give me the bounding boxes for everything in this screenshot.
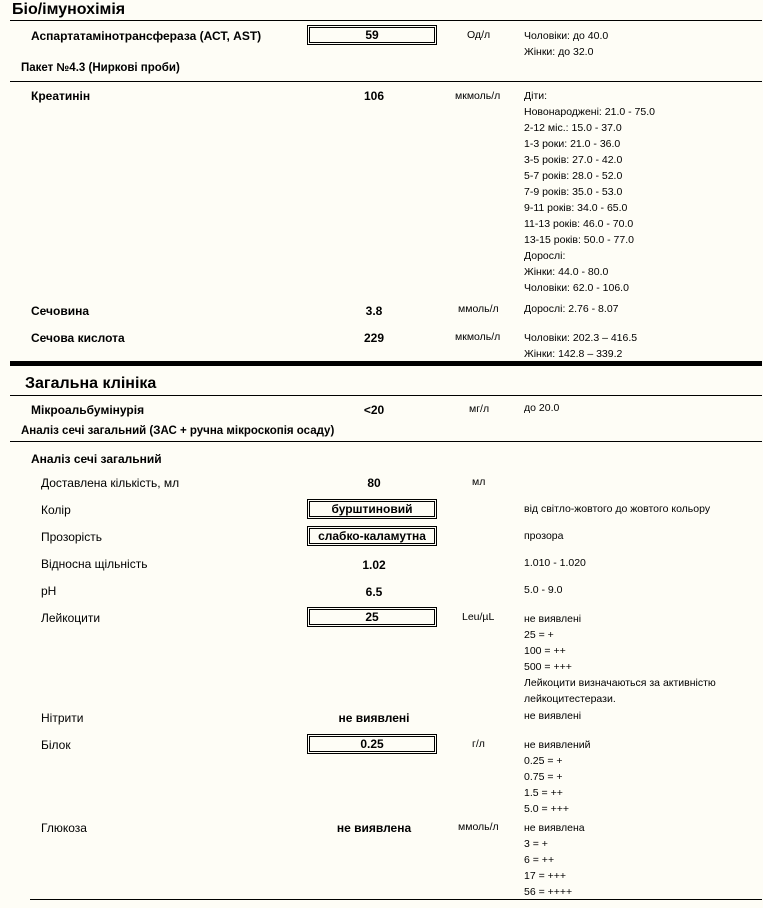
- test-name-ph: pH: [41, 584, 57, 598]
- test-ref-color: від світло-жовтого до жовтого кольору: [524, 503, 711, 515]
- test-unit-amount: мл: [472, 476, 486, 488]
- test-name-glucose: Глюкоза: [41, 821, 87, 835]
- test-name-leuko: Лейкоцити: [41, 611, 101, 625]
- test-ref-uric-acid: Чоловіки: 202.3 – 416.5 Жінки: 142.8 – 339.2: [524, 332, 638, 360]
- package-title: Пакет №4.3 (Ниркові проби): [21, 62, 180, 74]
- test-unit-protein: г/л: [472, 738, 485, 750]
- test-name-color: Колір: [41, 503, 71, 517]
- test-ref-nitrites: не виявлені: [524, 710, 582, 722]
- test-name-density: Відносна щільність: [41, 557, 148, 571]
- test-ref-ast: Чоловіки: до 40.0 Жінки: до 32.0: [524, 30, 609, 58]
- test-value-density: 1.02: [362, 558, 386, 572]
- test-value-uric-acid: 229: [363, 331, 385, 345]
- test-unit-leuko: Leu/µL: [462, 611, 495, 623]
- test-ref-glucose: не виявлена 3 = + 6 = ++ 17 = +++ 56 = ++++: [524, 822, 585, 898]
- test-ref-clarity: прозора: [524, 530, 564, 542]
- test-ref-creatinine: Діти: Новонароджені: 21.0 - 75.0 2-12 міс.: 15.0 - 37.0 1-3 роки: 21.0 - 36.0 3-5 років: 27.0 - 42.0 5-7 років: 28.0 - 52.0 7-9 років: 35.0 - 53.0 9-11 років: 34.0 - 65.0 11-13 років: 46.0 - 70.0 13-15 років: 50.0 - 77.0 Дорослі: Жінки: 44.0 - 80.0 Чоловіки: 62.0 - 106.0: [524, 90, 655, 294]
- test-value-amount: 80: [367, 476, 381, 490]
- test-value-color-flagged: бурштиновий: [307, 499, 437, 519]
- test-ref-leuko: не виявлені 25 = + 100 = ++ 500 = +++ Лейкоцити визначаються за активністю лейкоцитестерази.: [524, 613, 716, 705]
- test-value-creatinine: 106: [363, 89, 385, 103]
- urine-sub-title: Аналіз сечі загальний: [31, 452, 162, 466]
- test-name-uric-acid: Сечова кислота: [31, 331, 125, 345]
- divider: [10, 81, 762, 82]
- test-name-urea: Сечовина: [31, 304, 90, 318]
- test-ref-ph: 5.0 - 9.0: [524, 584, 563, 596]
- bottom-divider: [30, 899, 762, 900]
- test-ref-protein: не виявлений 0.25 = + 0.75 = + 1.5 = ++ 5.0 = +++: [524, 739, 591, 815]
- test-ref-microalb: до 20.0: [524, 402, 560, 414]
- test-value-ast-flagged: 59: [307, 25, 437, 45]
- test-value-ph: 6.5: [365, 585, 383, 599]
- test-name-nitrites: Нітрити: [41, 711, 84, 725]
- test-value-protein-flagged: 0.25: [307, 734, 437, 754]
- test-value-leuko-flagged: 25: [307, 607, 437, 627]
- test-value-urea: 3.8: [365, 304, 383, 318]
- test-unit-microalb: мг/л: [469, 403, 490, 415]
- test-unit-urea: ммоль/л: [458, 303, 499, 315]
- test-name-microalb: Мікроальбумінурія: [31, 403, 145, 417]
- test-ref-urea: Дорослі: 2.76 - 8.07: [524, 303, 619, 315]
- section-title-clinic: Загальна клініка: [25, 375, 157, 392]
- test-name-clarity: Прозорість: [41, 530, 102, 544]
- divider: [10, 20, 762, 21]
- divider: [10, 395, 762, 396]
- section-title-bio: Біо/імунохімія: [12, 1, 126, 18]
- test-unit-ast: Од/л: [467, 29, 491, 41]
- test-ref-density: 1.010 - 1.020: [524, 557, 586, 569]
- test-unit-creatinine: мкмоль/л: [455, 90, 501, 102]
- test-unit-glucose: ммоль/л: [458, 821, 499, 833]
- divider: [10, 441, 762, 442]
- test-unit-uric-acid: мкмоль/л: [455, 331, 501, 343]
- test-name-ast: Аспартатамінотрансфераза (АСТ, AST): [31, 29, 262, 43]
- urine-test-title: Аналіз сечі загальний (ЗАС + ручна мікроскопія осаду): [21, 425, 335, 437]
- test-value-microalb: <20: [363, 403, 385, 417]
- section-separator: [10, 361, 762, 366]
- test-value-glucose: не виявлена: [336, 821, 412, 835]
- test-value-nitrites: не виявлені: [338, 711, 410, 725]
- test-value-clarity-flagged: слабко-каламутна: [307, 526, 437, 546]
- test-name-creatinine: Креатинін: [31, 89, 91, 103]
- test-name-protein: Білок: [41, 738, 71, 752]
- test-name-amount: Доставлена кількість, мл: [41, 476, 180, 490]
